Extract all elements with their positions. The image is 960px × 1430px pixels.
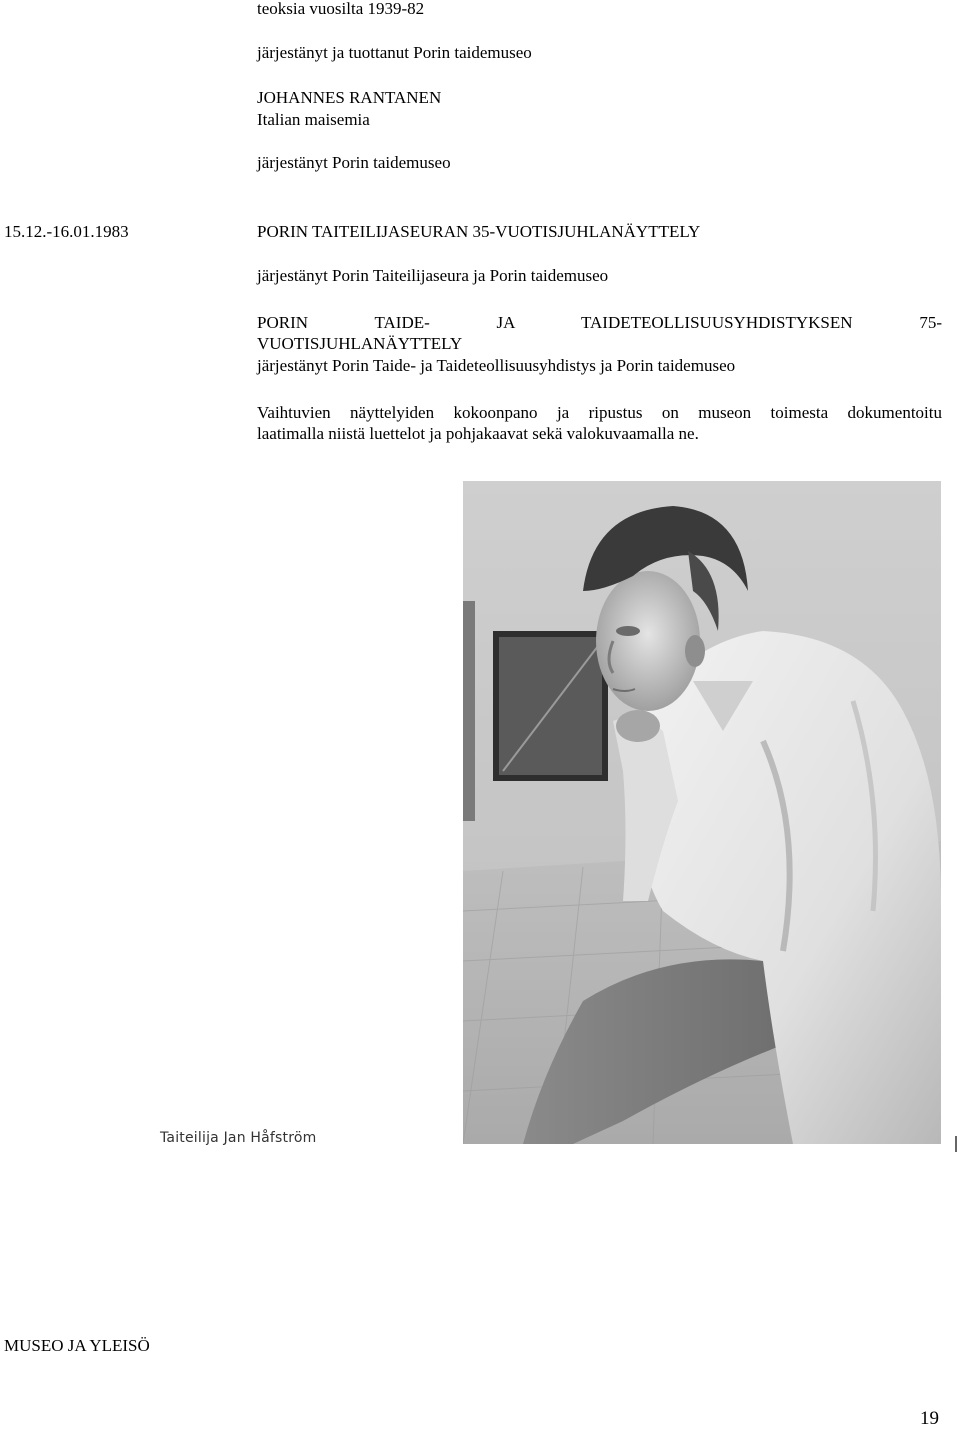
exhibition-date: 15.12.-16.01.1983 [4,222,129,241]
rantanen-exhibition-title: Italian maisemia [257,110,370,129]
seura-organizer: järjestänyt Porin Taiteilijaseura ja Porin taidemuseo [257,266,609,285]
taide-organizer: järjestänyt Porin Taide- ja Taideteollisuusyhdistys ja Porin taidemuseo [257,356,736,375]
taide-exhibition-title-line1: PORIN TAIDE- JA TAIDETEOLLISUUSYHDISTYKSEN 75- [257,313,942,332]
artist-portrait-photo [463,481,941,1144]
taide-exhibition-title-line2: VUOTISJUHLANÄYTTELY [257,334,463,353]
rantanen-organizer: järjestänyt Porin taidemuseo [257,153,451,172]
margin-edge-mark [955,1136,957,1152]
entry-organizer-line: järjestänyt ja tuottanut Porin taidemuseo [257,43,532,62]
entry-teoksia-line: teoksia vuosilta 1939-82 [257,0,425,18]
page-number: 19 [920,1408,939,1429]
documentation-paragraph-line1: Vaihtuvien näyttelyiden kokoonpano ja ripustus on museon toimesta dokumentoitu [257,403,942,422]
photo-caption: Taiteilija Jan Håfström [160,1130,317,1146]
rantanen-artist-name: JOHANNES RANTANEN [257,88,442,107]
seura-exhibition-title: PORIN TAITEILIJASEURAN 35-VUOTISJUHLANÄYTTELY [257,222,701,241]
section-title: MUSEO JA YLEISÖ [4,1336,150,1355]
documentation-paragraph-line2: laatimalla niistä luettelot ja pohjakaavat sekä valokuvaamalla ne. [257,424,699,443]
